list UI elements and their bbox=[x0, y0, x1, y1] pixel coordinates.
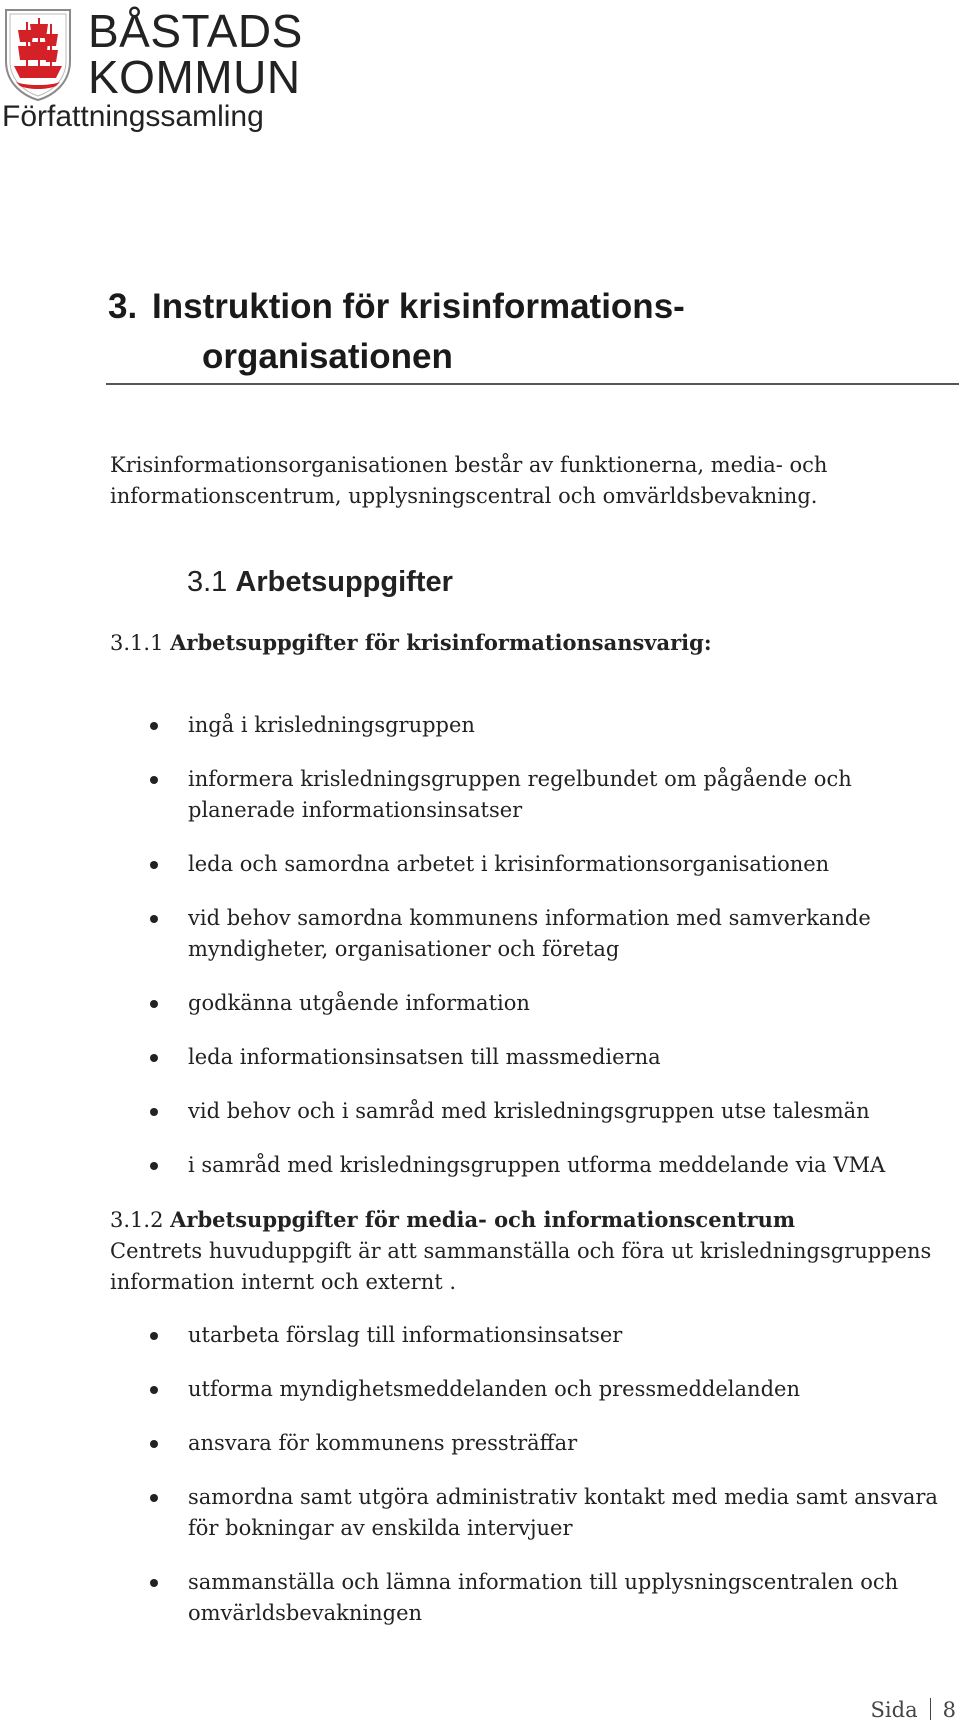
section-heading bbox=[108, 282, 938, 382]
list-item: utarbeta förslag till informationsinsatser bbox=[110, 1320, 940, 1351]
part2-heading bbox=[110, 1204, 795, 1236]
list-item: leda informationsinsatsen till massmedierna bbox=[110, 1042, 940, 1073]
list-item: vid behov och i samråd med krisledningsgruppen utse talesmän bbox=[110, 1096, 940, 1127]
list-item: samordna samt utgöra administrativ kontakt med media samt ansvara för bokningar av enskilda intervjuer bbox=[110, 1482, 940, 1544]
list-item: ansvara för kommunens pressträffar bbox=[110, 1428, 940, 1459]
subsection-title: Arbetsuppgifter bbox=[235, 566, 453, 598]
ship-crest-icon bbox=[2, 6, 74, 101]
municipality-logo bbox=[2, 6, 302, 136]
brand-name-line1: BÅSTADS bbox=[88, 5, 303, 57]
brand-name-line2: KOMMUN bbox=[88, 51, 301, 103]
part2-number: 3.1.2 bbox=[110, 1208, 164, 1232]
collection-name: Författningssamling bbox=[2, 100, 264, 133]
subsection-heading bbox=[187, 562, 453, 602]
page-footer bbox=[871, 1696, 956, 1724]
part2-title: Arbetsuppgifter för media- och informationscentrum bbox=[170, 1207, 796, 1232]
list-item: informera krisledningsgruppen regelbundet om pågående och planerade informationsinsatser bbox=[110, 764, 940, 826]
list-item: sammanställa och lämna information till upplysningscentralen och omvärldsbevakningen bbox=[110, 1567, 940, 1629]
page-label: Sida bbox=[870, 1698, 918, 1722]
section-title-line2: organisationen bbox=[202, 337, 453, 376]
part2-description: Centrets huvuduppgift är att sammanställa och föra ut krisledningsgruppens information internt och externt . bbox=[110, 1239, 932, 1294]
part2-task-list bbox=[110, 1320, 940, 1652]
list-item: i samråd med krisledningsgruppen utforma meddelande via VMA bbox=[110, 1150, 940, 1181]
part1-title: Arbetsuppgifter för krisinformationsansvarig: bbox=[170, 630, 712, 655]
section-number: 3. bbox=[108, 287, 138, 326]
list-item: utforma myndighetsmeddelanden och pressmeddelanden bbox=[110, 1374, 940, 1405]
list-item: leda och samordna arbetet i krisinformationsorganisationen bbox=[110, 849, 940, 880]
list-item: vid behov samordna kommunens information med samverkande myndigheter, organisationer och företag bbox=[110, 903, 940, 965]
footer-divider bbox=[930, 1698, 931, 1720]
list-item: godkänna utgående information bbox=[110, 988, 940, 1019]
part1-number: 3.1.1 bbox=[110, 631, 164, 655]
subsection-number: 3.1 bbox=[187, 566, 228, 598]
section-title-line1: Instruktion för krisinformations- bbox=[152, 287, 685, 326]
intro-paragraph: Krisinformationsorganisationen består av funktionerna, media- och informationscentrum, upplysningscentral och omvärldsbevakning. bbox=[110, 453, 828, 508]
part1-heading bbox=[110, 627, 712, 659]
page-number: 8 bbox=[942, 1698, 956, 1722]
list-item: ingå i krisledningsgruppen bbox=[110, 710, 940, 741]
heading-divider bbox=[106, 383, 959, 385]
part1-task-list bbox=[110, 710, 940, 1204]
